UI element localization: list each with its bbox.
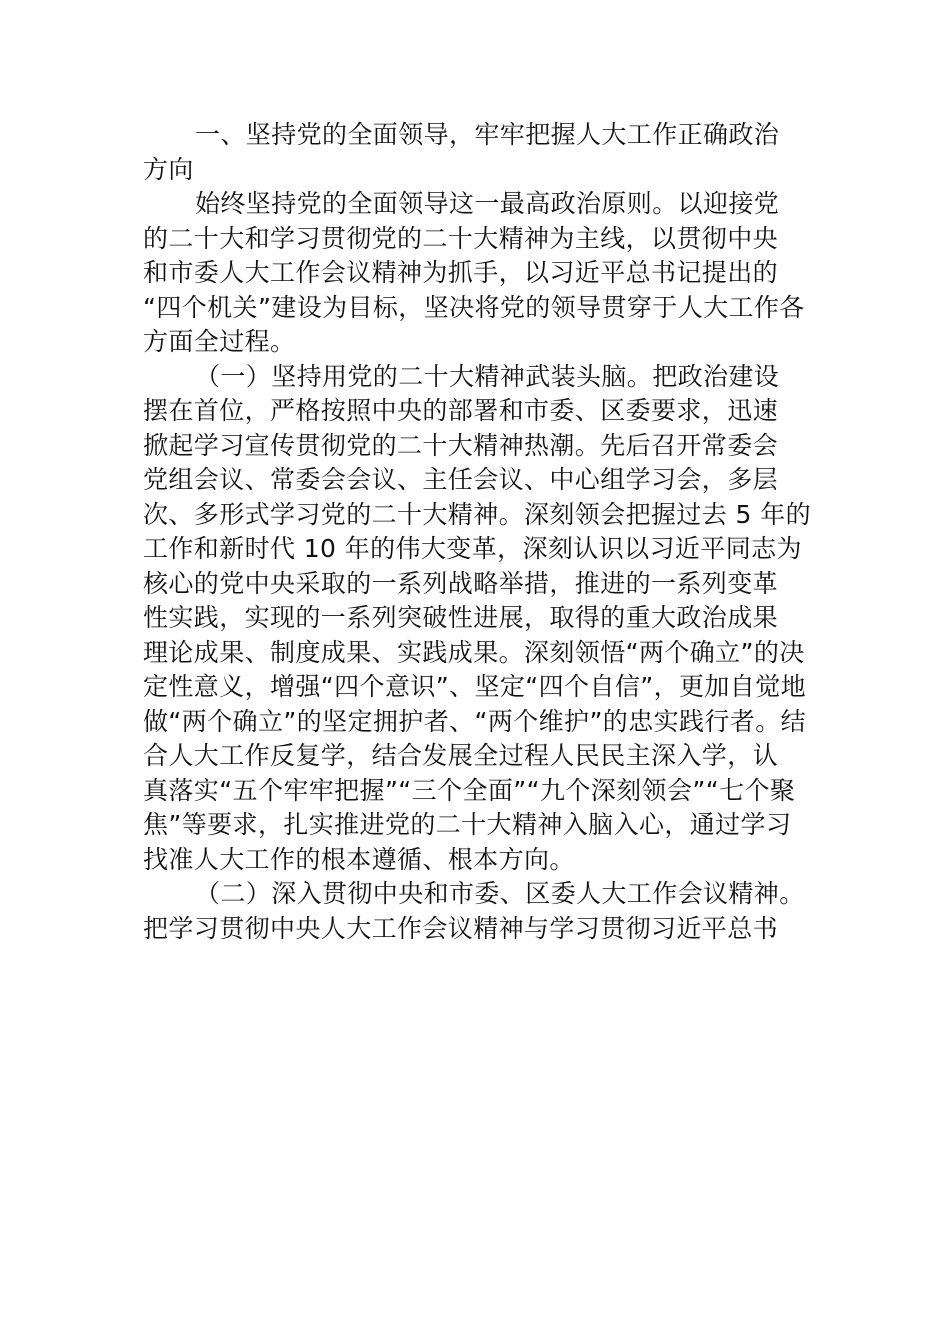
text-line: 党组会议、常委会会议、主任会议、中心组学习会，多层 [143,465,779,494]
text-line: 工作和新时代 10 年的伟大变革，深刻认识以习近平同志为 [143,534,802,563]
paragraph-subsection-two [143,877,813,946]
text-line: 核心的党中央采取的一系列战略举措，推进的一系列变革 [143,568,779,598]
text-line: 合人大工作反复学，结合发展全过程人民民主深入学，认 [143,741,779,770]
text-line: 方面全过程。 [143,327,296,356]
text-line: 真落实“五个牢牢把握”“三个全面”“九个深刻领会”“七个聚 [143,775,796,805]
text-line: 找准人大工作的根本遵循、根本方向。 [143,844,575,874]
text-line: 一、坚持党的全面领导，牢牢把握人大工作正确政治 [195,120,780,149]
text-line: 次、多形式学习党的二十大精神。深刻领会把握过去 5 年的 [143,499,812,529]
text-line: （一）坚持用党的二十大精神武装头脑。把政治建设 [195,361,780,391]
text-line: 性实践，实现的一系列突破性进展，取得的重大政治成果 [143,603,779,632]
text-line: （二）深入贯彻中央和市委、区委人大工作会议精神。 [195,879,805,908]
text-line: 的二十大和学习贯彻党的二十大精神为主线，以贯彻中央 [143,223,779,253]
section-heading [143,118,813,187]
text-line: 掀起学习宣传贯彻党的二十大精神热潮。先后召开常委会 [143,430,779,460]
text-line: 理论成果、制度成果、实践成果。深刻领悟“两个确立”的决 [143,637,805,667]
text-line: 和市委人大工作会议精神为抓手，以习近平总书记提出的 [143,258,779,287]
document-body [143,118,813,946]
text-line: 把学习贯彻中央人大工作会议精神与学习贯彻习近平总书 [143,913,779,943]
paragraph-intro [143,187,813,360]
text-line: 定性意义，增强“四个意识”、坚定“四个自信”，更加自觉地 [143,672,807,701]
text-line: 做“两个确立”的坚定拥护者、“两个维护”的忠实践行者。结 [143,706,807,736]
text-line: 摆在首位，严格按照中央的部署和市委、区委要求，迅速 [143,396,779,425]
text-line: 方向 [143,154,194,184]
text-line: 始终坚持党的全面领导这一最高政治原则。以迎接党 [195,189,780,218]
paragraph-subsection-one [143,360,813,878]
text-line: 焦”等要求，扎实推进党的二十大精神入脑入心，通过学习 [143,810,792,839]
text-line: “四个机关”建设为目标，坚决将党的领导贯穿于人大工作各 [143,292,805,322]
